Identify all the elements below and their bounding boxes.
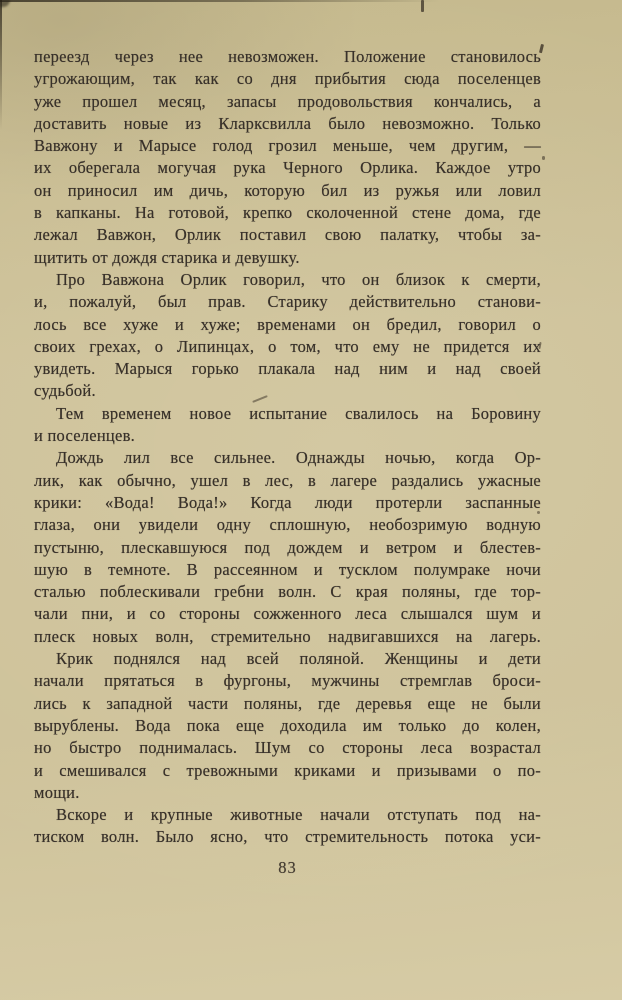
paragraph: [34, 46, 541, 269]
text-line: Тем временем новое испытание свалилось на Боровину: [56, 403, 541, 423]
text-line: шую в темноте. В рассеянном и тусклом полумраке ночи: [34, 559, 541, 579]
paragraph: [34, 648, 541, 804]
text-line: лик, как обычно, ушел в лес, в лагере раздались ужасные: [34, 470, 541, 490]
text-line: крики: «Вода! Вода!» Когда люди протерли заспанные: [34, 492, 541, 512]
text-line: лось все хуже и хуже; временами он бредил, говорил о: [34, 314, 541, 334]
text-line: Про Вавжона Орлик говорил, что он близок к смерти,: [56, 269, 541, 289]
text-line: он приносил им дичь, которую бил из ружья или ловил: [34, 180, 541, 200]
text-line: лись к западной части поляны, где деревья еще не были: [34, 693, 541, 713]
text-line: и, пожалуй, был прав. Старику действительно станови-: [34, 292, 541, 312]
text-line: Вавжону и Марысе голод грозил меньше, чем другим, —: [34, 136, 541, 156]
text-line: Крик поднялся над всей поляной. Женщины и дети: [56, 649, 541, 669]
paragraph: [34, 804, 541, 849]
text-line: и поселенцев.: [34, 426, 136, 446]
text-line: увидеть. Марыся горько плакала над ним и над своей: [34, 359, 541, 379]
text-line: и смешивался с тревожными криками и призывами о по-: [34, 760, 541, 780]
text-line: вырублены. Вода пока еще доходила им только до колен,: [34, 715, 541, 735]
text-line: в капканы. На готовой, крепко сколоченной стене дома, где: [34, 203, 541, 223]
scan-corner-smudge: [0, 0, 10, 7]
scan-edge-left: [0, 0, 2, 130]
text-line: лежал Вавжон, Орлик поставил свою палатку, чтобы за-: [34, 225, 541, 245]
text-line: угрожающим, так как со дня прибытия сюда поселенцев: [34, 69, 541, 89]
text-line: переезд через нее невозможен. Положение становилось: [34, 47, 541, 66]
text-line: своих грехах, о Липинцах, о том, что ему не придется их: [34, 336, 541, 356]
text-line: но быстро поднималась. Шум со стороны леса возрастал: [34, 738, 541, 758]
text-line: сталью поблескивали гребни волн. С края поляны, где тор-: [34, 582, 541, 602]
paragraph: [34, 403, 541, 448]
text-line: тиском волн. Было ясно, что стремительность потока уси-: [34, 827, 541, 847]
scan-speck: [421, 0, 424, 12]
scan-edge-top: [0, 0, 440, 2]
page-text-block: [34, 46, 541, 849]
text-line: мощи.: [34, 782, 80, 802]
paragraph: [34, 269, 541, 403]
margin-pen-mark: [542, 156, 545, 160]
text-line: щитить от дождя старика и девушку.: [34, 247, 300, 267]
text-line: Вскоре и крупные животные начали отступать под на-: [56, 805, 541, 825]
text-line: начали прятаться в фургоны, мужчины стремглав броси-: [34, 671, 541, 691]
text-line: уже прошел месяц, запасы продовольствия кончались, а: [34, 91, 541, 111]
text-line: Дождь лил все сильнее. Однажды ночью, когда Ор-: [56, 448, 541, 468]
page-number: 83: [278, 858, 297, 877]
text-line: чали пни, и со стороны сожженного леса слышался шум и: [34, 604, 541, 624]
text-line: судьбой.: [34, 381, 96, 401]
text-line: их оберегала могучая рука Черного Орлика. Каждое утро: [34, 158, 541, 178]
paragraph: [34, 447, 541, 648]
text-line: глаза, они увидели одну сплошную, необозримую водную: [34, 515, 541, 535]
text-line: плеск новых волн, стремительно надвигавшихся на лагерь.: [34, 626, 541, 646]
text-line: пустыню, плескавшуюся под дождем и ветром и блестев-: [34, 537, 541, 557]
text-line: доставить новые из Кларксвилла было невозможно. Только: [34, 113, 541, 133]
